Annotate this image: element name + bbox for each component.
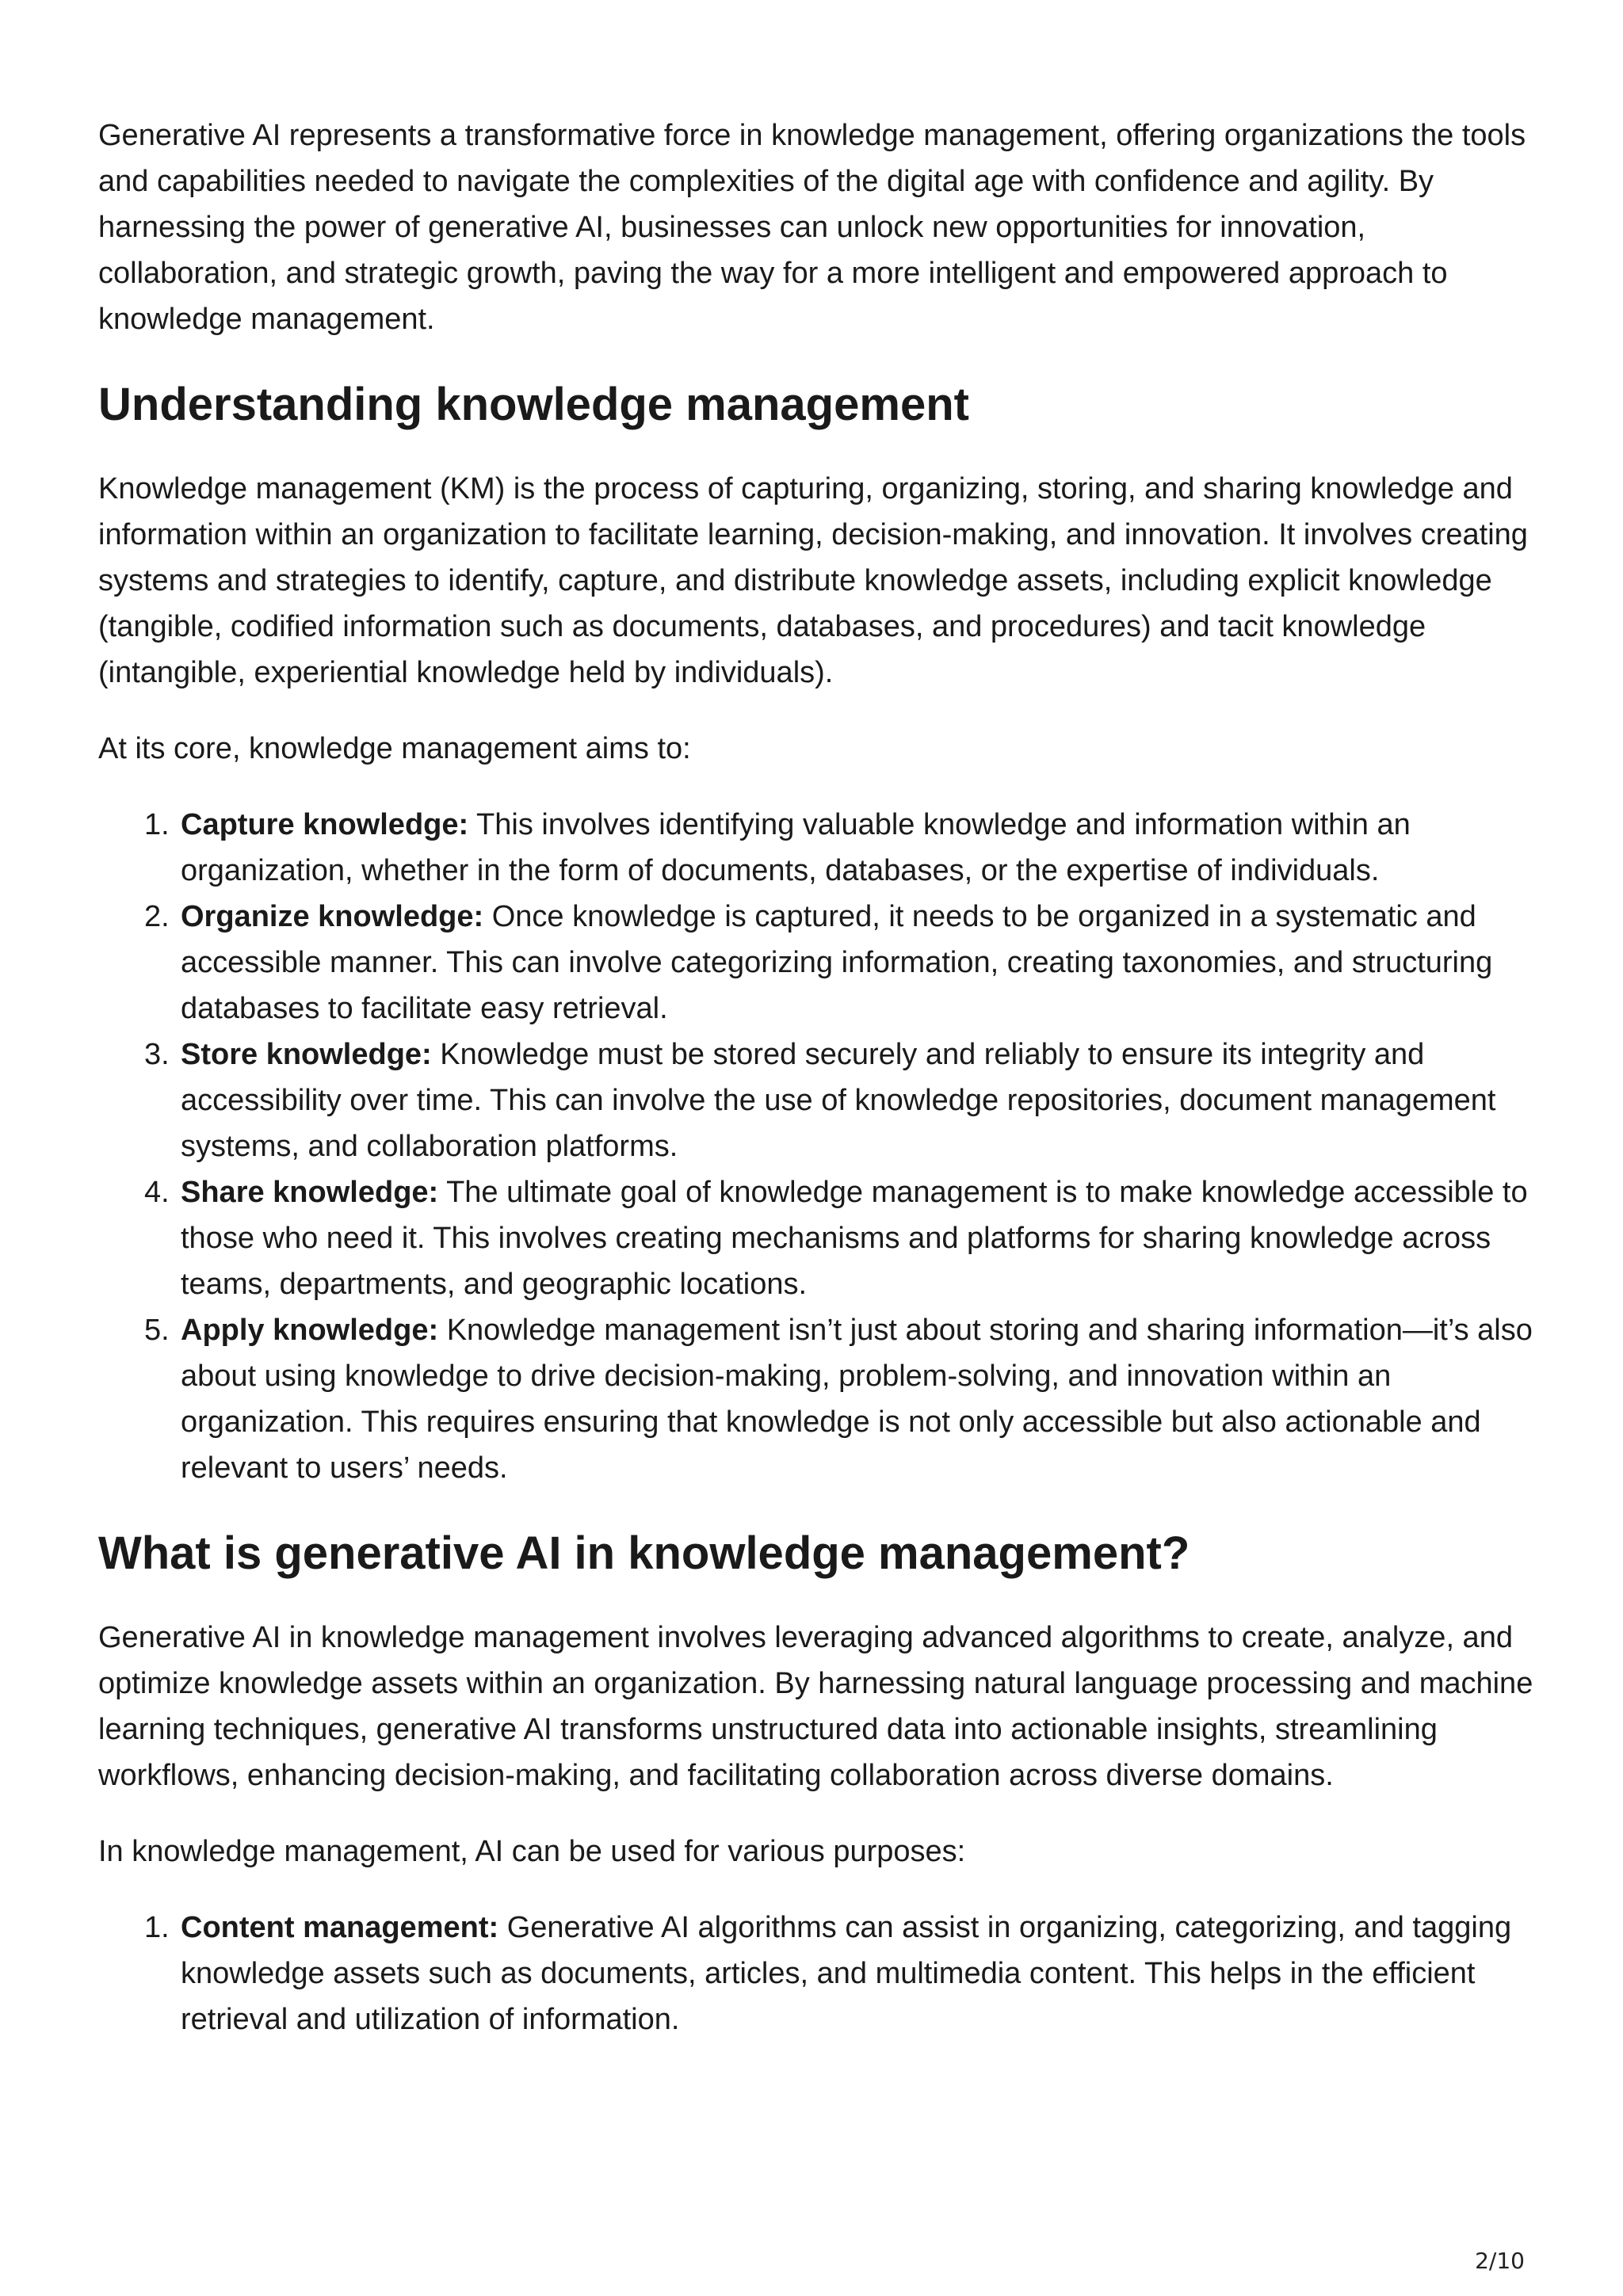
list-item-text: Generative AI algorithms can assist in organizing, categorizing, and tagging knowledge assets such as documents, articles, and multimedia content. This helps in the efficient retrieval and utilization of information.	[181, 1911, 1512, 2036]
genai-purposes-list	[98, 1905, 1541, 2042]
km-definition-paragraph: Knowledge management (KM) is the process of capturing, organizing, storing, and sharing knowledge and information within an organization to facilitate learning, decision-making, and innovation. It involves creating systems and strategies to identify, capture, and distribute knowledge assets, including explicit knowledge (tangible, codified information such as documents, databases, and procedures) and tacit knowledge (intangible, experiential knowledge held by individuals).	[98, 472, 1528, 689]
km-aims-intro: At its core, knowledge management aims to:	[98, 732, 691, 765]
document-page	[98, 113, 1541, 2042]
list-item-term: Store knowledge:	[181, 1038, 432, 1071]
list-item-term: Apply knowledge:	[181, 1314, 439, 1347]
list-item-number: 5.	[144, 1314, 170, 1347]
page-number: 2/10	[1475, 2248, 1525, 2274]
genai-purposes-intro: In knowledge management, AI can be used for various purposes:	[98, 1835, 966, 1868]
list-item-text: Once knowledge is captured, it needs to be organized in a systematic and accessible manner. This can involve categorizing information, creating taxonomies, and structuring databases to facilitate easy retrieval.	[181, 900, 1493, 1025]
list-item-text: The ultimate goal of knowledge management is to make knowledge accessible to those who need it. This involves creating mechanisms and platforms for sharing knowledge across teams, departments, and geographic locations.	[181, 1176, 1528, 1301]
list-item-text: Knowledge must be stored securely and reliably to ensure its integrity and accessibility over time. This can involve the use of knowledge repositories, document management systems, and collaboration platforms.	[181, 1038, 1496, 1163]
intro-paragraph: Generative AI represents a transformative force in knowledge management, offering organizations the tools and capabilities needed to navigate the complexities of the digital age with confidence and agility. By harnessing the power of generative AI, businesses can unlock new opportunities for innovation, collaboration, and strategic growth, paving the way for a more intelligent and empowered approach to knowledge management.	[98, 119, 1526, 336]
list-item	[98, 1169, 1541, 1307]
list-item	[98, 894, 1541, 1032]
list-item	[98, 1307, 1541, 1491]
list-item-term: Content management:	[181, 1911, 499, 1944]
genai-definition-paragraph: Generative AI in knowledge management involves leveraging advanced algorithms to create, analyze, and optimize knowledge assets within an organization. By harnessing natural language processing and machine learning techniques, generative AI transforms unstructured data into actionable insights, streamlining workflows, enhancing decision-making, and facilitating collaboration across diverse domains.	[98, 1621, 1533, 1792]
list-item-term: Organize knowledge:	[181, 900, 484, 933]
list-item-term: Share knowledge:	[181, 1176, 439, 1209]
km-aims-list	[98, 802, 1541, 1491]
list-item-number: 4.	[144, 1176, 170, 1209]
list-item-number: 1.	[144, 1911, 170, 1944]
section-heading-understanding-km: Understanding knowledge management	[98, 379, 969, 430]
list-item-number: 2.	[144, 900, 170, 933]
list-item	[98, 802, 1541, 894]
list-item-text: This involves identifying valuable knowledge and information within an organization, whether in the form of documents, databases, or the expertise of individuals.	[181, 808, 1411, 887]
list-item-number: 3.	[144, 1038, 170, 1071]
list-item-number: 1.	[144, 808, 170, 841]
list-item-term: Capture knowledge:	[181, 808, 469, 841]
list-item-text: Knowledge management isn’t just about storing and sharing information—it’s also about using knowledge to drive decision-making, problem-solving, and innovation within an organization. This requires ensuring that knowledge is not only accessible but also actionable and relevant to users’ needs.	[181, 1314, 1533, 1485]
section-heading-genai-in-km: What is generative AI in knowledge management?	[98, 1527, 1190, 1579]
list-item	[98, 1905, 1541, 2042]
list-item	[98, 1032, 1541, 1169]
